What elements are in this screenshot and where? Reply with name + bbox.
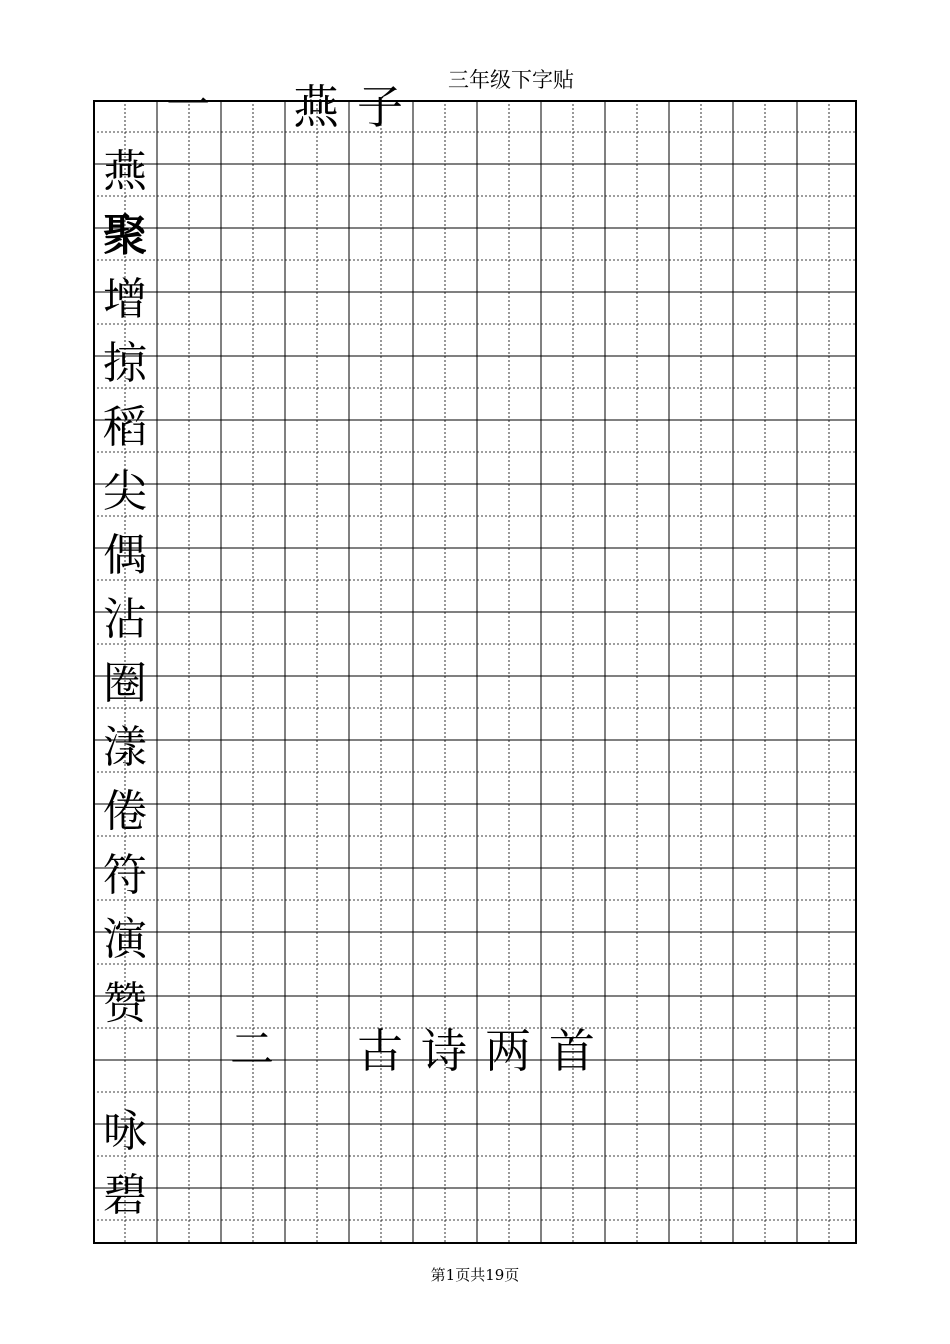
practice-character: 偶 [103, 530, 147, 581]
practice-character: 倦 [103, 786, 147, 837]
lesson-2-title-char: 两 [485, 1024, 531, 1078]
lesson-2-title-char: 诗 [421, 1024, 467, 1078]
practice-character: 演 [103, 914, 147, 965]
practice-character: 沾 [103, 594, 147, 645]
practice-character: 符 [103, 850, 147, 901]
practice-character: 赞 [103, 978, 147, 1029]
lesson-1-title-char: 子 [357, 80, 403, 134]
practice-character: 稻 [103, 402, 147, 453]
practice-character: 增 [103, 274, 147, 325]
lesson-2-title-char: 首 [549, 1024, 595, 1078]
lesson-2-title-char: 古 [357, 1024, 403, 1078]
page-header-title: 三年级下字贴 [448, 68, 574, 92]
lesson-2-number: 二 [230, 1024, 274, 1075]
practice-character: 圈 [103, 658, 147, 709]
practice-character: 碧 [103, 1170, 147, 1221]
practice-character: 聚 [103, 210, 147, 261]
lesson-1-title-char: 燕 [293, 80, 339, 134]
practice-character: 咏 [103, 1106, 147, 1157]
practice-character: 尖 [103, 466, 147, 517]
practice-character: 漾 [103, 722, 147, 773]
lesson-1-number: 一 [166, 80, 210, 131]
practice-character: 掠 [103, 338, 147, 389]
page-number-footer: 第1页共19页 [430, 1266, 520, 1284]
practice-character: 燕 [103, 146, 147, 197]
